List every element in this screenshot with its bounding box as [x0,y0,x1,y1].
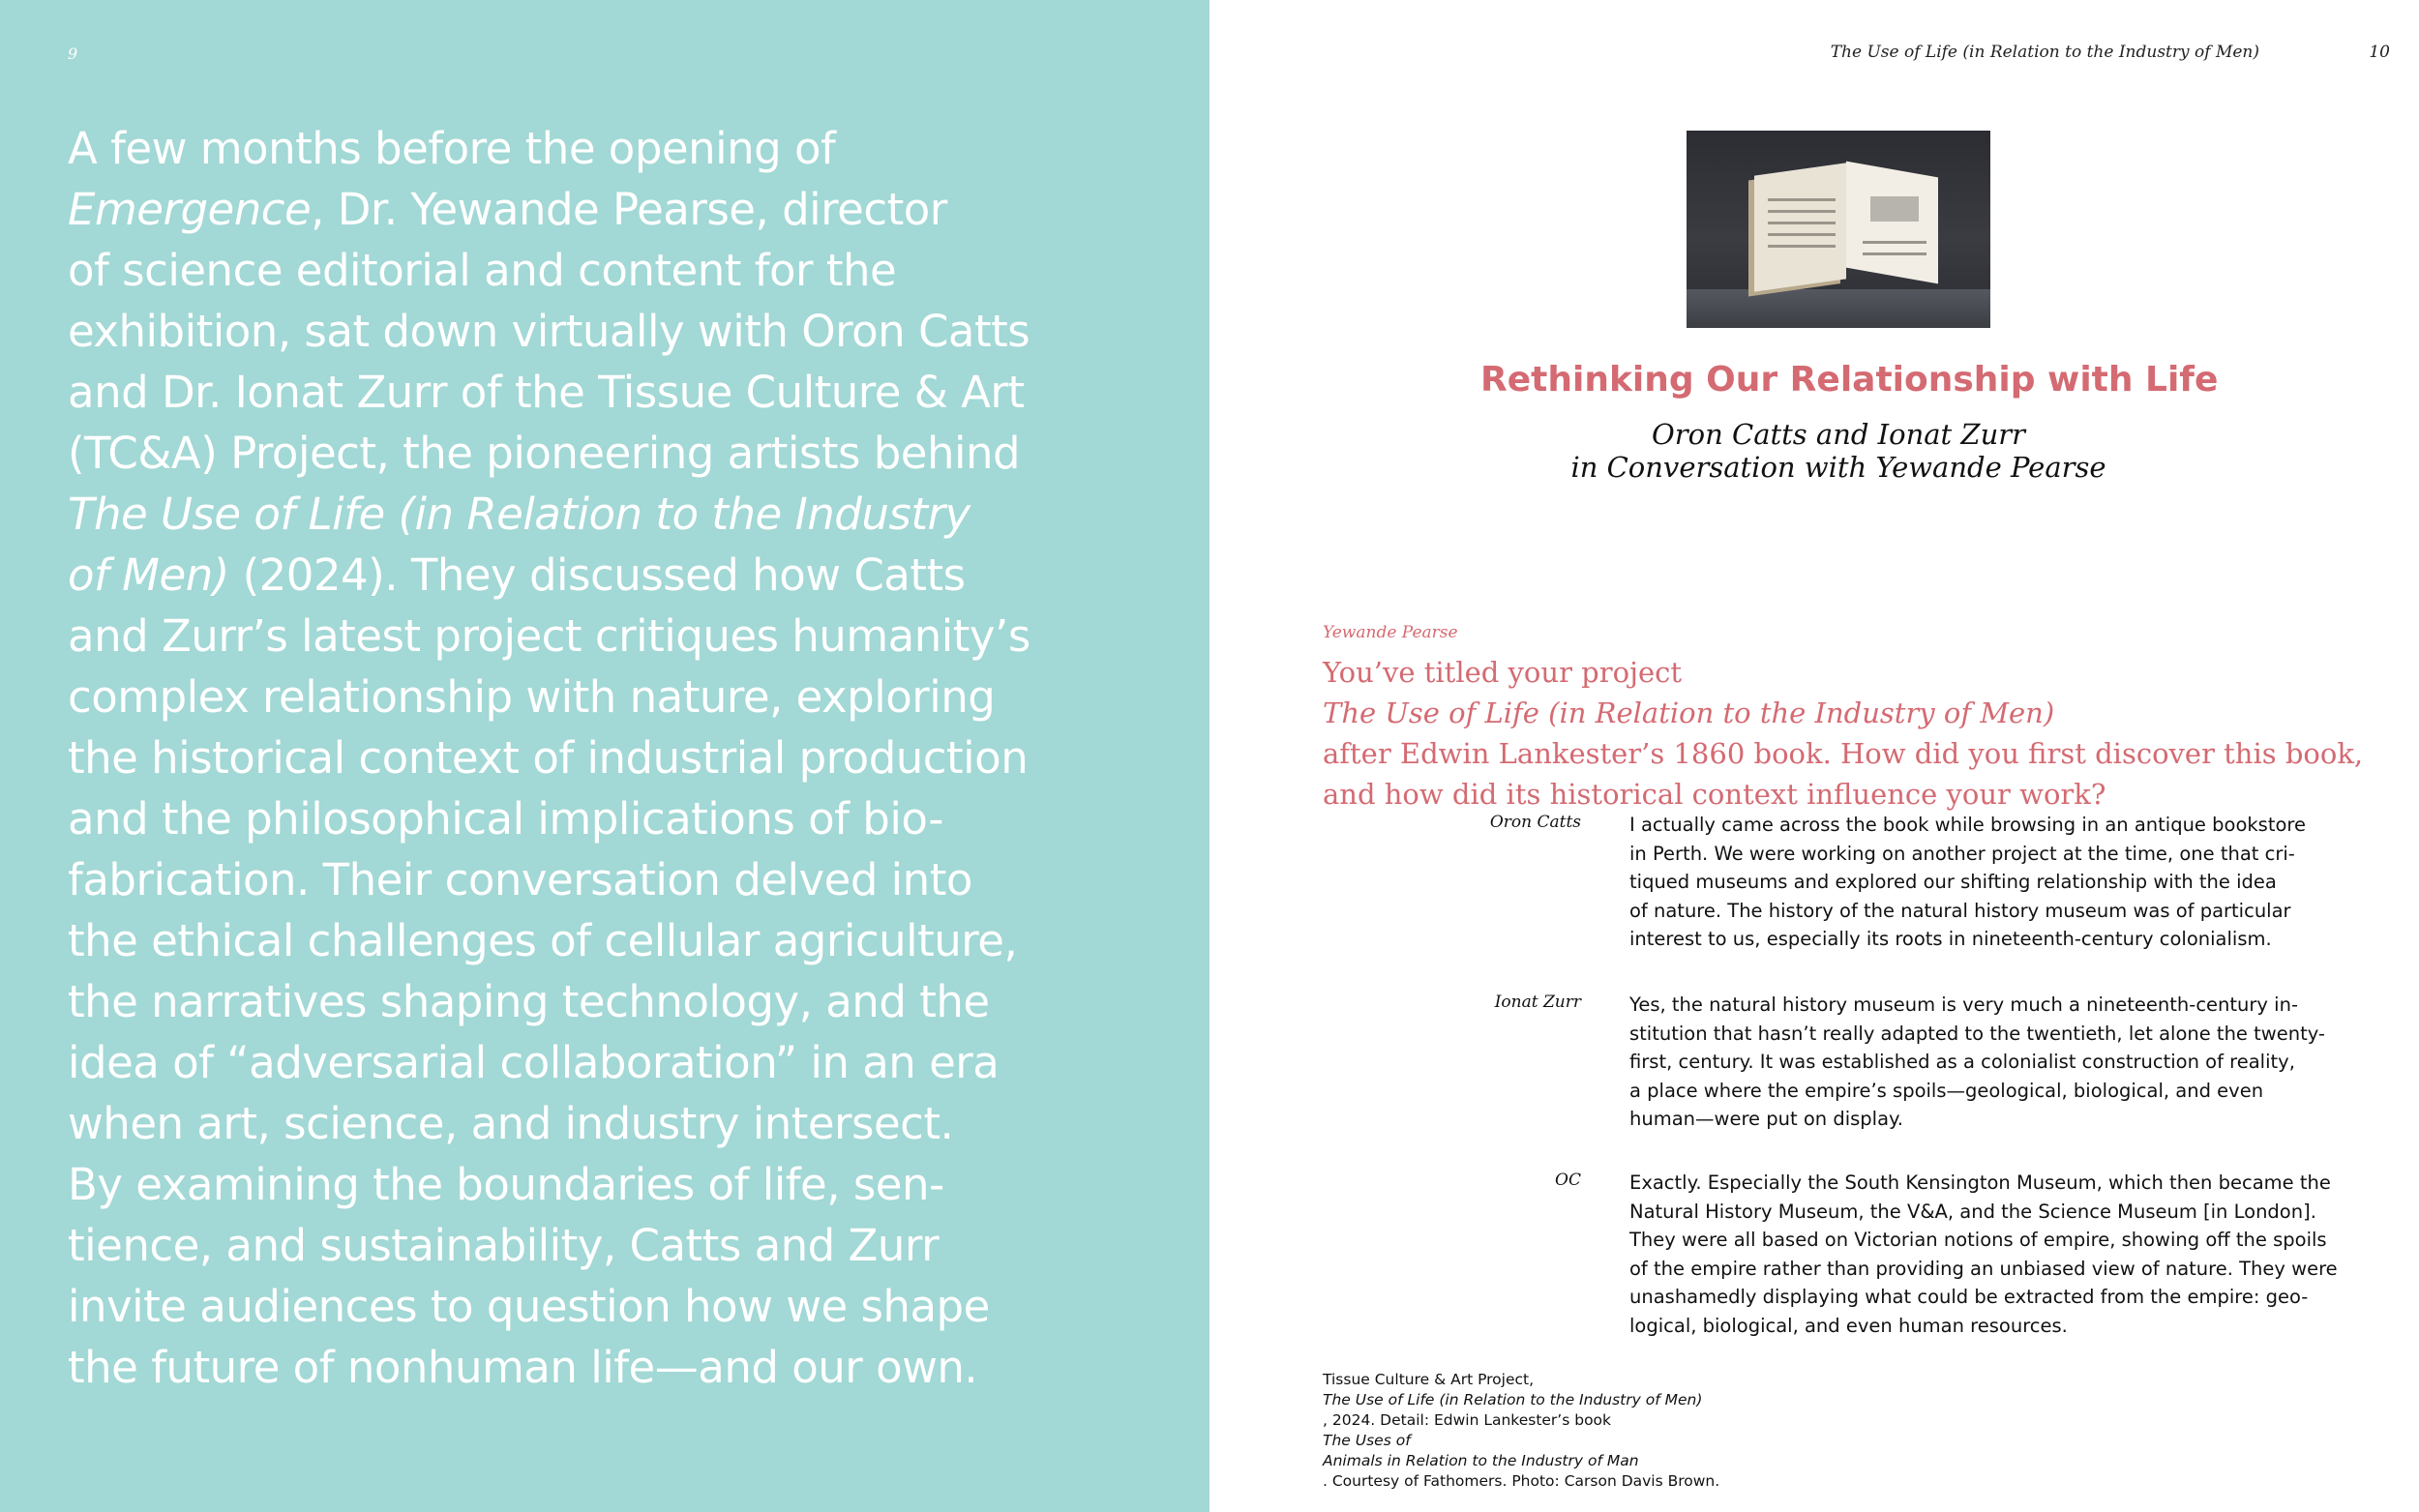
intro-line: the narratives shaping technology, and the [68,976,990,1027]
right-page [1210,0,2419,1512]
intro-line: By examining the boundaries of life, sen- [68,1159,944,1210]
intro-line: and Dr. Ionat Zurr of the Tissue Culture & Art [68,367,1025,418]
answer-speaker: OC [1555,1171,1581,1190]
photo-plinth [1687,289,1990,328]
photo-caption: Tissue Culture & Art Project, The Use of Life (in Relation to the Industry of Men) , 2024. Detail: Edwin Lankester’s book The Uses of Animals in Relation to the Industry of Man . Courtesy of Fathomers. Photo: Carson Davis Brown. [1323,1371,1720,1490]
intro-line: the ethical challenges of cellular agriculture, [68,915,1018,966]
answer-speaker: Ionat Zurr [1494,993,1581,1012]
page-number-left: 9 [68,44,78,63]
book-photo [1687,131,1990,328]
answer-text: Yes, the natural history museum is very much a nineteenth-century in- stitution that hasn’t really adapted to the twentieth, let alone the twenty- first, century. It was established as a colonialist construction of reality, a place where the empire’s spoils—geological, biological, and even human—were put on display. [1629,993,2325,1130]
intro-line: A few months before the opening of [68,123,836,174]
page-number-right: 10 [2369,43,2390,62]
intro-paragraph [68,118,1113,1398]
intro-line: and the philosophical implications of bio- [68,793,943,845]
question-speaker: Yewande Pearse [1323,623,1458,642]
intro-line: the future of nonhuman life—and our own. [68,1342,978,1393]
intro-line: fabrication. Their conversation delved into [68,854,972,905]
intro-line: The Use of Life (in Relation to the Industry [68,489,971,540]
intro-line: idea of “adversarial collaboration” in an era [68,1037,1000,1088]
intro-line: invite audiences to question how we shape [68,1281,990,1332]
intro-line: of science editorial and content for the [68,245,897,296]
intro-line: Emergence, Dr. Yewande Pearse, director [68,184,947,235]
answer-text: I actually came across the book while browsing in an antique bookstore in Perth. We were working on another project at the time, one that cri- tiqued museums and explored our shifting relationship with the idea of nature. The history of the natural history museum was of particular interest to us, especially its roots in nineteenth-century colonialism. [1629,814,2306,950]
running-title: The Use of Life (in Relation to the Industry of Men) [1830,43,2259,62]
answer-speaker: Oron Catts [1489,813,1581,832]
article-title: Rethinking Our Relationship with Life [1480,360,2219,400]
intro-line: (TC&A) Project, the pioneering artists behind [68,428,1021,479]
intro-line: and Zurr’s latest project critiques humanity’s [68,610,1030,662]
question-text: You’ve titled your project The Use of Life (in Relation to the Industry of Men) after Edwin Lankester’s 1860 book. How did you first discover this book, and how did its historical context influence your work? [1323,656,2364,811]
intro-line: exhibition, sat down virtually with Oron Catts [68,306,1030,357]
intro-line: when art, science, and industry intersect. [68,1098,954,1149]
article-subtitle: Oron Catts and Ionat Zurr in Conversation with Yewande Pearse [1570,418,2106,484]
answer-text: Exactly. Especially the South Kensington Museum, which then became the Natural History Museum, the V&A, and the Science Museum [in London]. They were all based on Victorian notions of empire, showing off the spoils of the empire rather than providing an unbiased view of nature. They were unashamedly displaying what could be extracted from the empire: geo- logical, biological, and even human resources. [1629,1171,2338,1337]
intro-line: complex relationship with nature, exploring [68,671,996,723]
intro-line: of Men) (2024). They discussed how Catts [68,549,966,601]
intro-line: tience, and sustainability, Catts and Zurr [68,1220,940,1271]
open-book-illustration [1754,160,1938,285]
intro-line: the historical context of industrial production [68,732,1029,784]
